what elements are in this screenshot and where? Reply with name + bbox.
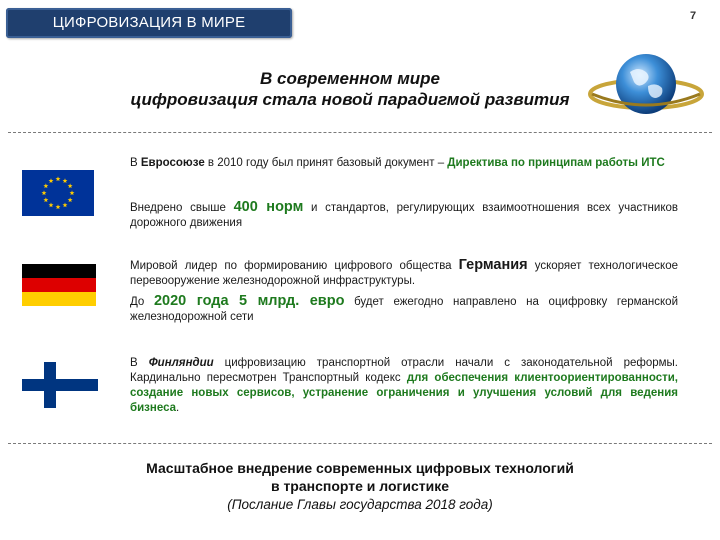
eu-p1-t4: Директива по принципам работы ИТС: [447, 157, 665, 169]
eu-directive-text: [130, 156, 678, 171]
de-p2-t1: До: [130, 296, 154, 308]
de-p1-t1: Мировой лидер по формированию цифрового общества: [130, 260, 459, 272]
headline-line-2: цифровизация стала новой парадигмой развития: [130, 90, 570, 109]
de-p2-t3: будет ежегодно направлено на оцифровку германской железнодорожной сети: [130, 296, 678, 323]
divider-bottom: [8, 443, 712, 444]
footer-line-2: в транспорте и логистике: [270, 478, 450, 494]
page-title: ЦИФРОВИЗАЦИЯ В МИРЕ: [52, 14, 246, 31]
eu-p2-t1: Внедрено свыше: [130, 202, 234, 214]
fi-t3: цифровизацию транспортной отрасли начали с законодательной реформы. Кардинально пересмотрен Транспортный кодекс: [130, 357, 679, 384]
footer-line-1: Масштабное внедрение современных цифровых технологий: [146, 460, 574, 476]
fi-t1: В: [130, 357, 149, 369]
headline-line-1: В современном мире: [260, 69, 440, 88]
finland-flag-icon: [22, 362, 98, 408]
eu-p2-t3: и стандартов, регулирующих взаимоотношения всех участников дорожного движения: [130, 202, 678, 229]
divider-top: [8, 132, 712, 133]
eu-p1-t3: в 2010 году был принят базовый документ –: [204, 157, 448, 169]
page-number: 7: [690, 10, 697, 22]
germany-leader-text: [130, 258, 678, 289]
headline: [100, 68, 600, 110]
germany-funding-text: [130, 294, 678, 325]
header-banner: [6, 8, 292, 38]
eu-p2-t2: 400 норм: [233, 199, 304, 215]
eu-p1-t1: В: [130, 157, 141, 169]
fi-t5: .: [176, 402, 180, 414]
eu-p1-t2: Евросоюзе: [140, 157, 205, 169]
de-p1-t3: ускоряет технологическое перевооружение железнодорожной инфраструктуры.: [130, 260, 678, 287]
de-p1-t2: Германия: [458, 257, 528, 273]
fi-t4: для обеспечения клиентоориентированности, создание новых сервисов, устранение ограничения и улучшения условий для ведения бизнеса: [130, 372, 679, 414]
eu-flag-icon: [22, 170, 94, 216]
germany-flag-icon: [22, 264, 96, 306]
finland-reform-text: [130, 356, 678, 416]
globe-icon: [586, 46, 706, 126]
fi-t2: Финляндии: [148, 357, 214, 369]
footer-statement: [40, 459, 680, 495]
eu-norms-text: [130, 200, 678, 231]
de-p2-t2: 2020 года 5 млрд. евро: [153, 293, 345, 309]
footer-source: (Послание Главы государства 2018 года): [227, 497, 493, 512]
